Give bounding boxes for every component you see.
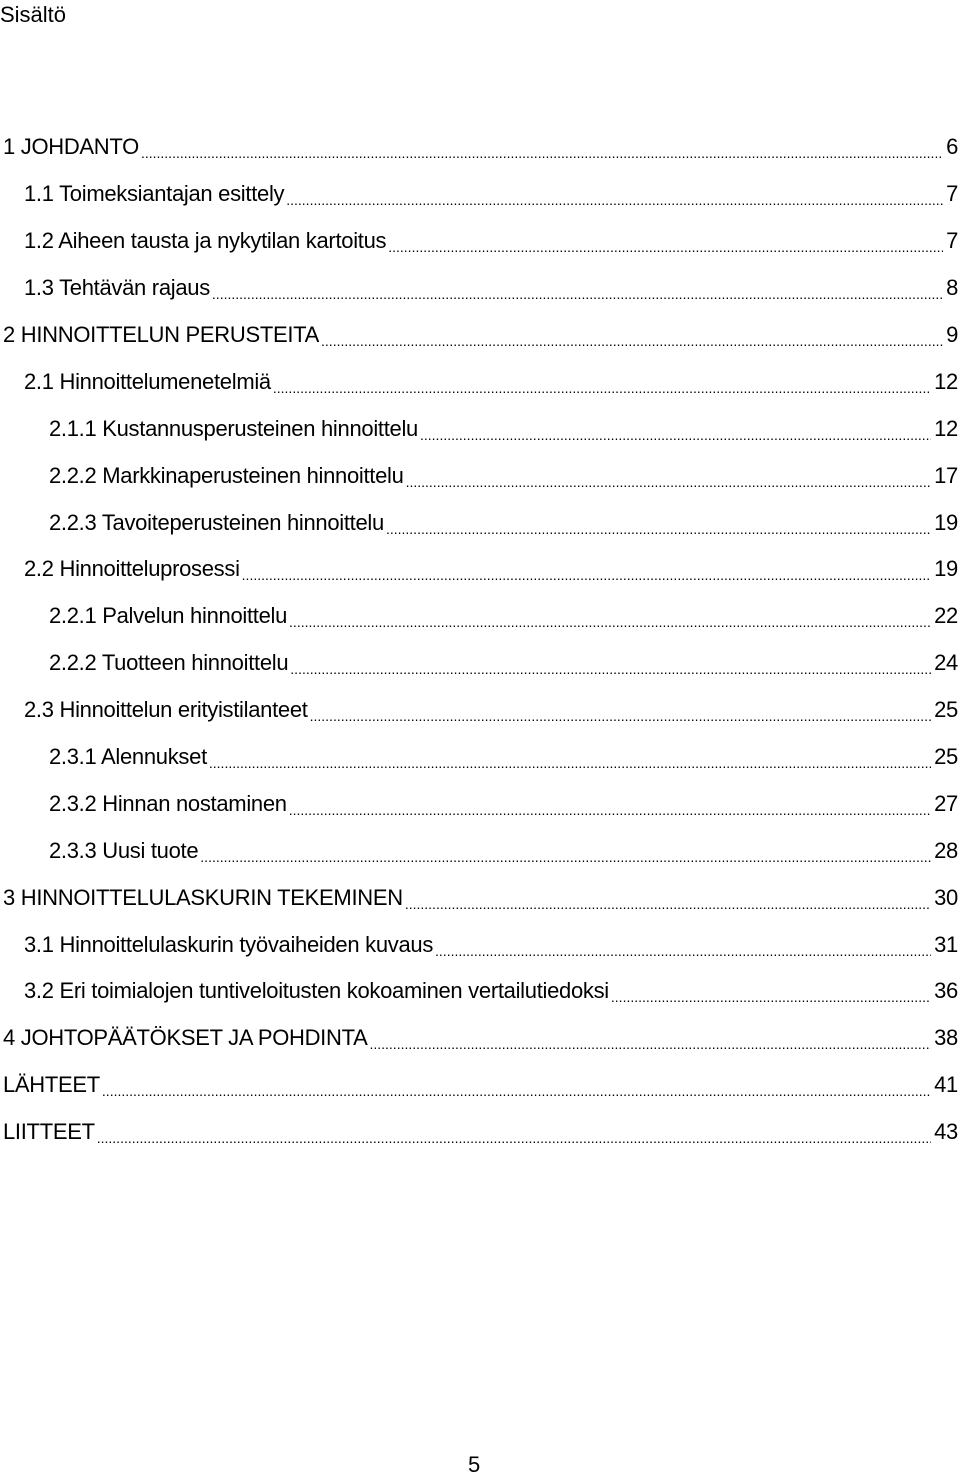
toc-entry-label: 2.2.1 Palvelun hinnoittelu bbox=[49, 603, 288, 629]
toc-entry[interactable] bbox=[0, 265, 960, 312]
toc-entry[interactable] bbox=[0, 171, 960, 218]
toc-entry[interactable] bbox=[0, 1062, 960, 1109]
toc-entry-page: 24 bbox=[934, 650, 958, 676]
toc-entry[interactable] bbox=[0, 358, 960, 405]
toc-entry-label: 3.1 Hinnoittelulaskurin työvaiheiden kuvaus bbox=[24, 931, 434, 957]
toc-entry[interactable] bbox=[0, 312, 960, 359]
toc-entry[interactable] bbox=[0, 593, 960, 640]
page-heading: Sisältö bbox=[0, 2, 67, 27]
toc-dot-leader bbox=[405, 889, 931, 911]
toc-entry-label: 2.3 Hinnoittelun erityistilanteet bbox=[24, 697, 308, 723]
toc-entry[interactable] bbox=[0, 921, 960, 968]
toc-dot-leader bbox=[200, 842, 931, 864]
toc-entry[interactable] bbox=[0, 827, 960, 874]
toc-dot-leader bbox=[97, 1123, 931, 1145]
toc-entry-label: 2.2.3 Tavoiteperusteinen hinnoittelu bbox=[49, 509, 384, 535]
toc-entry[interactable] bbox=[0, 1109, 960, 1156]
toc-entry-label: 3 HINNOITTELULASKURIN TEKEMINEN bbox=[3, 884, 403, 910]
toc-dot-leader bbox=[406, 467, 932, 489]
page-number: 5 bbox=[468, 1452, 481, 1477]
toc-entry-label: LÄHTEET bbox=[3, 1072, 100, 1098]
toc-entry-page: 17 bbox=[934, 462, 958, 488]
toc-entry-label: 1.2 Aiheen tausta ja nykytilan kartoitus bbox=[24, 228, 387, 254]
toc-dot-leader bbox=[286, 185, 943, 207]
toc-dot-leader bbox=[369, 1029, 931, 1051]
toc-entry-label: 2.3.2 Hinnan nostaminen bbox=[49, 790, 287, 816]
toc-entry-label: 2.2 Hinnoitteluprosessi bbox=[24, 556, 240, 582]
toc-entry-page: 38 bbox=[934, 1025, 958, 1051]
toc-entry-page: 28 bbox=[934, 837, 958, 863]
toc-entry-page: 22 bbox=[934, 603, 958, 629]
toc-entry-page: 31 bbox=[934, 931, 958, 957]
toc-entry[interactable] bbox=[0, 452, 960, 499]
toc-entry[interactable] bbox=[0, 405, 960, 452]
toc-dot-leader bbox=[242, 560, 931, 582]
toc-entry-page: 41 bbox=[934, 1072, 958, 1098]
toc-dot-leader bbox=[290, 654, 931, 676]
toc-entry-page: 7 bbox=[946, 181, 958, 207]
table-of-contents bbox=[0, 124, 960, 1156]
toc-entry[interactable] bbox=[0, 499, 960, 546]
toc-entry[interactable] bbox=[0, 968, 960, 1015]
toc-entry-label: 2 HINNOITTELUN PERUSTEITA bbox=[3, 322, 320, 347]
toc-entry-label: 1.1 Toimeksiantajan esittely bbox=[24, 181, 285, 207]
toc-dot-leader bbox=[388, 232, 943, 254]
toc-entry-page: 12 bbox=[934, 415, 958, 441]
toc-entry-label: LIITTEET bbox=[3, 1119, 95, 1145]
toc-dot-leader bbox=[435, 936, 931, 958]
toc-dot-leader bbox=[212, 279, 943, 301]
toc-entry[interactable] bbox=[0, 780, 960, 827]
toc-dot-leader bbox=[321, 326, 943, 348]
toc-entry-page: 27 bbox=[934, 790, 958, 816]
toc-entry-label: 2.3.3 Uusi tuote bbox=[49, 837, 199, 863]
toc-entry-page: 8 bbox=[946, 275, 958, 301]
toc-entry-label: 1.3 Tehtävän rajaus bbox=[24, 275, 210, 301]
toc-dot-leader bbox=[310, 701, 932, 723]
toc-entry[interactable] bbox=[0, 1015, 960, 1062]
toc-dot-leader bbox=[102, 1076, 931, 1098]
toc-entry-label: 1 JOHDANTO bbox=[3, 134, 139, 160]
toc-entry-label: 2.2.2 Tuotteen hinnoittelu bbox=[49, 650, 289, 676]
toc-entry[interactable] bbox=[0, 874, 960, 921]
toc-dot-leader bbox=[273, 373, 931, 395]
toc-entry-page: 9 bbox=[946, 322, 958, 347]
toc-dot-leader bbox=[386, 514, 931, 536]
toc-entry-page: 25 bbox=[934, 744, 958, 770]
toc-entry[interactable] bbox=[0, 734, 960, 781]
toc-entry-page: 36 bbox=[934, 978, 958, 1004]
toc-dot-leader bbox=[141, 138, 943, 160]
toc-entry-label: 4 JOHTOPÄÄTÖKSET JA POHDINTA bbox=[3, 1025, 368, 1051]
toc-entry-page: 6 bbox=[946, 134, 958, 160]
toc-dot-leader bbox=[209, 748, 931, 770]
toc-entry[interactable] bbox=[0, 124, 960, 171]
toc-entry-label: 3.2 Eri toimialojen tuntiveloitusten kokoaminen vertailutiedoksi bbox=[24, 978, 609, 1004]
toc-entry-page: 12 bbox=[934, 368, 958, 394]
toc-entry-page: 19 bbox=[934, 509, 958, 535]
toc-entry[interactable] bbox=[0, 640, 960, 687]
toc-dot-leader bbox=[611, 982, 931, 1004]
toc-entry-page: 43 bbox=[934, 1119, 958, 1145]
toc-entry-page: 19 bbox=[934, 556, 958, 582]
toc-entry-page: 30 bbox=[934, 884, 958, 910]
toc-entry-page: 7 bbox=[946, 228, 958, 254]
toc-dot-leader bbox=[289, 607, 931, 629]
toc-dot-leader bbox=[289, 795, 931, 817]
toc-entry[interactable] bbox=[0, 687, 960, 734]
toc-entry-label: 2.1.1 Kustannusperusteinen hinnoittelu bbox=[49, 415, 418, 441]
toc-entry-page: 25 bbox=[934, 697, 958, 723]
toc-entry-label: 2.2.2 Markkinaperusteinen hinnoittelu bbox=[49, 462, 404, 488]
toc-entry[interactable] bbox=[0, 546, 960, 593]
toc-entry[interactable] bbox=[0, 218, 960, 265]
toc-entry-label: 2.3.1 Alennukset bbox=[49, 744, 207, 770]
toc-dot-leader bbox=[420, 420, 931, 442]
toc-entry-label: 2.1 Hinnoittelumenetelmiä bbox=[24, 368, 271, 394]
